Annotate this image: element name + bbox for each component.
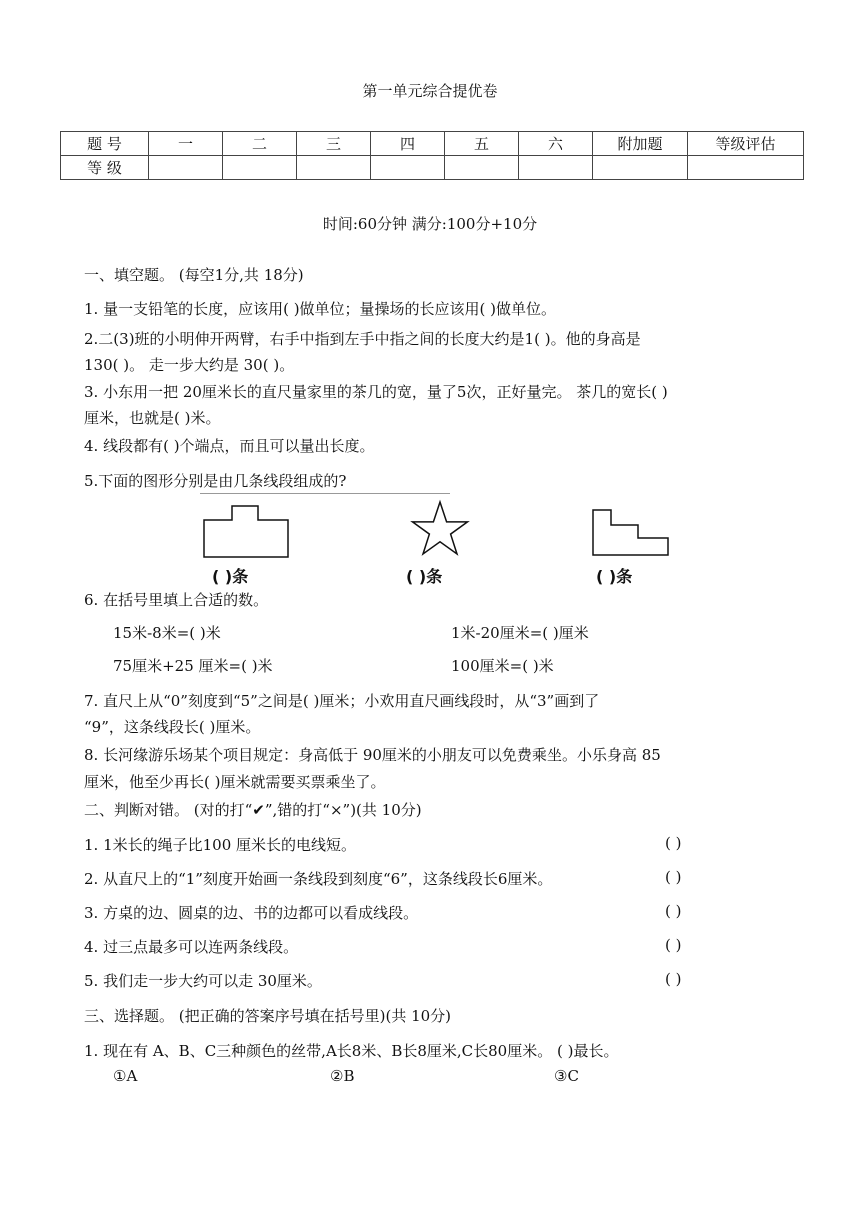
figure-answer-3[interactable]: ( )条 (596, 567, 633, 586)
figure-answer-2[interactable]: ( )条 (406, 567, 443, 586)
question-1-3-line2: 厘米，也就是( )米。 (84, 409, 221, 427)
grade-table (60, 131, 804, 180)
grade-header-cell: 等级评估 (688, 132, 804, 156)
grade-table-header-row (61, 132, 804, 156)
grade-header-cell: 题 号 (61, 132, 149, 156)
grade-cell[interactable] (445, 156, 519, 180)
judge-item-3: 3. 方桌的边、圆桌的边、书的边都可以看成线段。 (84, 904, 419, 922)
q6-item-4: 100厘米=( )米 (451, 657, 554, 675)
section1-heading: 一、填空题。 (每空1分,共 18分) (84, 266, 304, 284)
judge-item-4: 4. 过三点最多可以连两条线段。 (84, 938, 299, 956)
choice-question-1: 1. 现在有 A、B、C三种颜色的丝带,A长8米、B长8厘米,C长80厘米。 ( )最长。 (84, 1042, 619, 1060)
star-figure (410, 500, 470, 558)
page-title: 第一单元综合提优卷 (362, 82, 498, 100)
grade-header-cell: 六 (519, 132, 593, 156)
question-1-8-line1: 8. 长河缘游乐场某个项目规定：身高低于 90厘米的小朋友可以免费乘坐。小乐身高 85 (84, 746, 661, 764)
judge-item-2: 2. 从直尺上的“1”刻度开始画一条线段到刻度“6”，这条线段长6厘米。 (84, 870, 553, 888)
choice-option-a[interactable]: ①A (113, 1067, 138, 1085)
grade-cell[interactable] (371, 156, 445, 180)
grade-cell[interactable] (519, 156, 593, 180)
question-1-7-line2: “9”，这条线段长( )厘米。 (84, 718, 261, 736)
choice-option-c[interactable]: ③C (554, 1067, 579, 1085)
grade-table-score-row (61, 156, 804, 180)
question-1-1: 1. 量一支铅笔的长度，应该用( )做单位；量操场的长应该用( )做单位。 (84, 300, 557, 318)
grade-cell[interactable] (593, 156, 688, 180)
grade-cell[interactable] (688, 156, 804, 180)
shape-step-figure (203, 505, 293, 560)
judge-answer-2[interactable]: ( ) (665, 868, 682, 886)
grade-header-cell: 二 (223, 132, 297, 156)
exam-info: 时间:60分钟 满分:100分+10分 (322, 215, 538, 233)
judge-answer-3[interactable]: ( ) (665, 902, 682, 920)
figure-answer-1[interactable]: ( )条 (212, 567, 249, 586)
question-1-5: 5.下面的图形分别是由几条线段组成的? (84, 472, 347, 490)
grade-header-cell: 一 (149, 132, 223, 156)
question-1-4: 4. 线段都有( )个端点，而且可以量出长度。 (84, 437, 375, 455)
question-1-7-line1: 7. 直尺上从“0”刻度到“5”之间是( )厘米；小欢用直尺画线段时，从“3”画到了 (84, 692, 600, 710)
staircase-figure (592, 509, 672, 559)
question-1-2-line1: 2.二(3)班的小明伸开两臂，右手中指到左手中指之间的长度大约是1( )。他的身高是 (84, 330, 641, 348)
grade-header-cell: 三 (297, 132, 371, 156)
judge-answer-5[interactable]: ( ) (665, 970, 682, 988)
grade-cell[interactable] (149, 156, 223, 180)
judge-item-1: 1. 1米长的绳子比100 厘米长的电线短。 (84, 836, 357, 854)
choice-option-b[interactable]: ②B (330, 1067, 355, 1085)
q6-item-1: 15米-8米=( )米 (113, 624, 221, 642)
question-1-6: 6. 在括号里填上合适的数。 (84, 591, 269, 609)
grade-header-cell: 五 (445, 132, 519, 156)
grade-header-cell: 四 (371, 132, 445, 156)
divider (200, 493, 450, 494)
grade-cell[interactable] (223, 156, 297, 180)
grade-cell[interactable] (297, 156, 371, 180)
question-1-8-line2: 厘米，他至少再长( )厘米就需要买票乘坐了。 (84, 773, 386, 791)
section2-heading: 二、判断对错。 (对的打“✔”,错的打“×”)(共 10分) (84, 801, 422, 819)
q6-item-2: 1米-20厘米=( )厘米 (451, 624, 589, 642)
judge-item-5: 5. 我们走一步大约可以走 30厘米。 (84, 972, 322, 990)
question-1-2-line2: 130( )。 走一步大约是 30( )。 (84, 356, 295, 374)
q6-item-3: 75厘米+25 厘米=( )米 (113, 657, 273, 675)
grade-row-label: 等 级 (61, 156, 149, 180)
judge-answer-4[interactable]: ( ) (665, 936, 682, 954)
question-1-3-line1: 3. 小东用一把 20厘米长的直尺量家里的茶几的宽，量了5次，正好量完。 茶几的宽长( ) (84, 383, 668, 401)
section3-heading: 三、选择题。 (把正确的答案序号填在括号里)(共 10分) (84, 1007, 452, 1025)
grade-header-cell: 附加题 (593, 132, 688, 156)
judge-answer-1[interactable]: ( ) (665, 834, 682, 852)
